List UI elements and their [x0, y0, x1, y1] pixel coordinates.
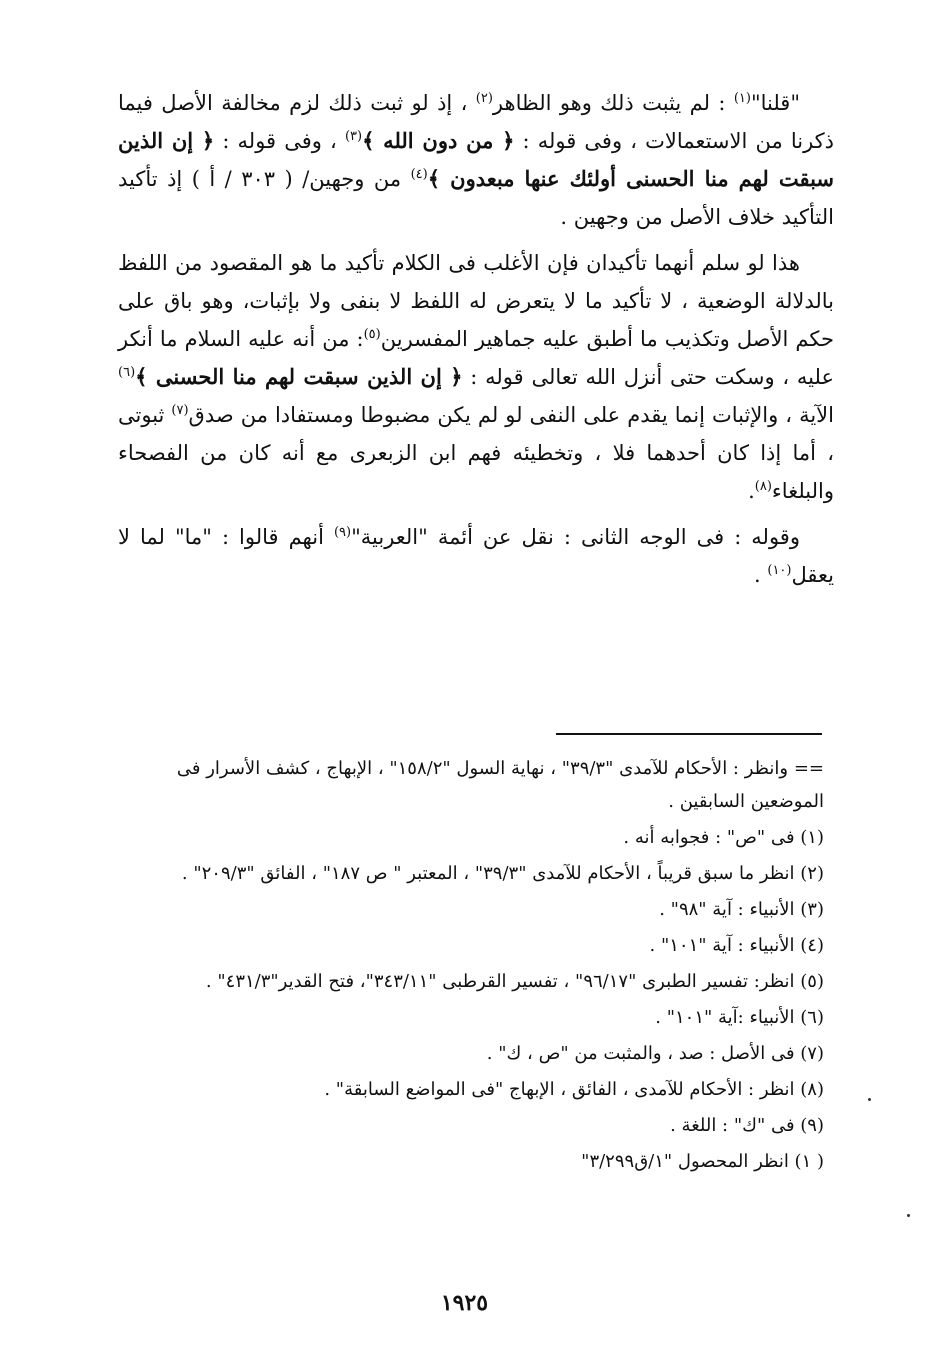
text-run: ثبوتى ، أما إذا كان أحدهما فلا ، وتخطيئه فهم ابن الزبعرى مع أنه كان من الفصحاء والبلغاء — [118, 403, 834, 503]
text-run: من وجهين/ ( ٣٠٣ / أ ) إذ تأكيد التأكيد خلاف الأصل من وجهين . — [118, 167, 834, 229]
text-run: ، وفى قوله : — [214, 129, 345, 153]
footnote-ref: (٩) — [333, 525, 352, 540]
scan-speck — [907, 1214, 910, 1217]
footnote-ref: (٤) — [410, 167, 428, 182]
quran-quote: ﴿ إن الذين سبقت لهم منا الحسنى أولئك عنها مبعدون ﴾ — [118, 128, 835, 191]
text-run: الآية ، والإثبات إنما يقدم على النفى لو لم يكن مضبوطا ومستفادا من صدق — [188, 403, 834, 427]
footnote-ref: (١٠) — [767, 563, 792, 578]
footnote-ref: (٥) — [363, 327, 381, 342]
text-run: . — [748, 479, 755, 503]
footnote-4: (٤) الأنبياء : آية "١٠١" . — [649, 935, 824, 956]
footnote-7: (٧) فى الأصل : صد ، والمثبت من "ص ، ك" . — [486, 1043, 824, 1064]
paragraph-2 — [118, 244, 834, 510]
footnote-5: (٥) انظر: تفسير الطبرى "٩٦/١٧" ، تفسير القرطبى "٣٤٣/١١"، فتح القدير"٤٣١/٣" . — [205, 971, 824, 992]
footnote-6: (٦) الأنبياء :آية "١٠١" . — [655, 1007, 824, 1028]
footnote-continued: == وانظر : الأحكام للآمدى "٣٩/٣" ، نهاية السول "١٥٨/٢" ، الإبهاج ، كشف الأسرار فى الموضعين السابقين . — [176, 758, 824, 812]
text-run: : لم يثبت ذلك وهو الظاهر — [492, 91, 734, 115]
text-run: : من أنه عليه السلام ما أنكر عليه ، وسكت حتى أنزل الله تعالى قوله : — [118, 327, 834, 389]
quran-quote: ﴿ إن الذين سبقت لهم منا الحسنى ﴾ — [135, 364, 463, 389]
footnote-3: (٣) الأنبياء : آية "٩٨" . — [659, 899, 824, 920]
main-text — [118, 84, 834, 602]
footnote-ref: (٦) — [118, 365, 136, 380]
paragraph-1 — [118, 84, 834, 236]
quran-quote: ﴿ من دون الله ﴾ — [362, 128, 515, 153]
footnote-separator — [556, 733, 822, 735]
page-number: ١٩٢٥ — [440, 1290, 489, 1316]
footnote-1: (١) فى "ص" : فجوابه أنه . — [623, 827, 824, 848]
footnotes — [108, 752, 824, 1181]
footnote-2: (٢) انظر ما سبق قريباً ، الأحكام للآمدى "٣٩/٣" ، المعتبر " ص ١٨٧" ، الفائق "٢٠٩/٣" . — [181, 863, 824, 884]
footnote-ref: (٧) — [171, 403, 189, 418]
footnote-10: ( ١) انظر المحصول "١/ق٣/٢٩٩" — [581, 1151, 824, 1172]
footnote-ref: (٣) — [344, 129, 363, 144]
scan-speck — [868, 1098, 871, 1101]
text-run: . — [754, 563, 768, 587]
paragraph-3 — [118, 518, 834, 594]
footnote-ref: (١) — [733, 91, 751, 106]
text-run: أنهم قالوا : "ما" لما لا يعقل — [118, 525, 834, 587]
text-run: وقوله : فى الوجه الثانى : نقل عن أئمة "العربية" — [351, 525, 800, 549]
text-run: هذا لو سلم أنهما تأكيدان فإن الأغلب فى الكلام تأكيد ما هو المقصود من اللفظ بالدلالة الوضعية ، لا تأكيد ما لا يتعرض له اللفظ لا بنفى ولا بإثبات، وهو باق على حكم الأصل وتكذيب ما أطبق عليه جماهير المفسرين — [118, 251, 834, 351]
footnote-9: (٩) فى "ك" : اللغة . — [670, 1115, 824, 1136]
footnote-8: (٨) انظر : الأحكام للآمدى ، الفائق ، الإبهاج "فى المواضع السابقة" . — [324, 1079, 824, 1100]
footnote-ref: (٢) — [475, 91, 493, 106]
text-run: ، إذ لو ثبت ذلك لزم مخالفة الأصل فيما ذكرنا من الاستعمالات ، وفى قوله : — [118, 91, 835, 153]
footnote-ref: (٨) — [754, 479, 772, 494]
text-run: "قلنا" — [750, 91, 800, 115]
